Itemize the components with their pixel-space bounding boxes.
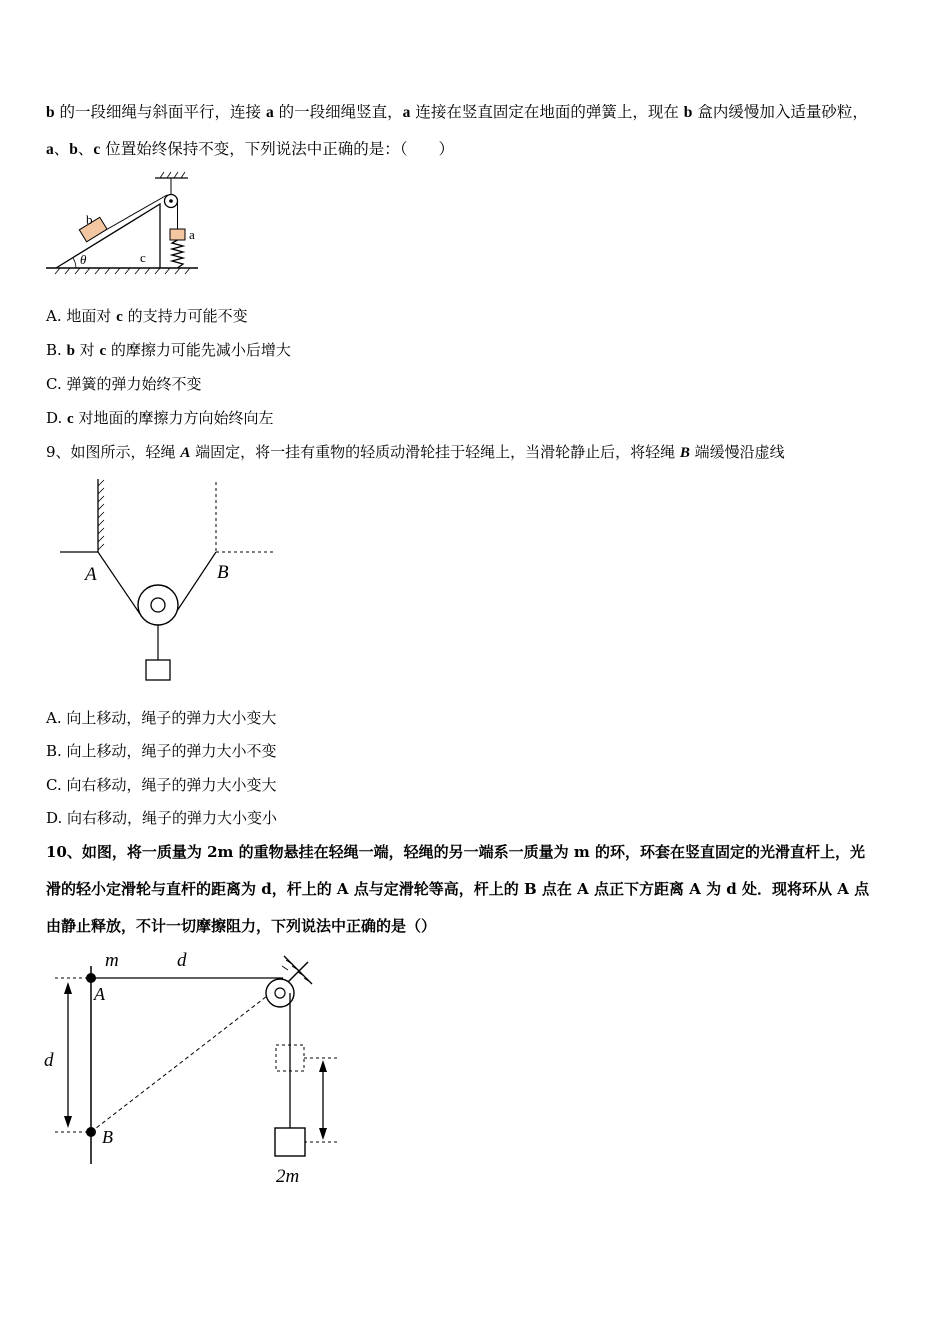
q9-stem [46, 442, 785, 463]
var-c: c [99, 343, 107, 359]
text: 对 [74, 341, 100, 359]
c-label: c [140, 250, 146, 265]
q9-option-d[interactable] [46, 808, 277, 828]
label-B: B [102, 1127, 113, 1147]
box-a [170, 229, 185, 240]
label-d-top: d [177, 950, 187, 971]
text: 位置始终保持不变，下列说法中正确的是：（ ） [100, 140, 454, 158]
text: C. 向右移动，绳子的弹力大小变大 [46, 776, 277, 794]
text: 端固定，将一挂有重物的轻质动滑轮挂于轻绳上，当滑轮静止后，将轻绳 [190, 443, 680, 461]
text: 、 [53, 140, 70, 158]
box-b [79, 217, 107, 241]
q8-option-c[interactable] [46, 374, 201, 394]
q8-option-d[interactable] [46, 408, 273, 429]
q9-option-c[interactable] [46, 775, 276, 795]
q10-stem-line1 [46, 842, 865, 862]
a-label: a [189, 227, 195, 242]
label-A: A [85, 564, 97, 585]
text: 的一段细绳与斜面平行，连接 [54, 103, 266, 121]
var-c: c [93, 141, 101, 158]
text: 滑的轻小定滑轮与直杆的距离为 d，杆上的 A 点与定滑轮等高，杆上的 B 点在 A 点正下方距离 A 为 d 处．现将环从 A 点 [46, 880, 870, 898]
text: 由静止释放，不计一切摩擦阻力，下列说法中正确的是（） [46, 917, 437, 935]
text: 10、如图，将一质量为 2m 的重物悬挂在轻绳一端，轻绳的另一端系一质量为 m 的环，环套在竖直固定的光滑直杆上，光 [46, 843, 865, 861]
var-b: b [683, 104, 693, 121]
spring [172, 240, 183, 268]
var-a: a [265, 104, 274, 121]
pulley [138, 585, 178, 625]
q9-option-a[interactable] [46, 708, 276, 728]
text: 连接在竖直固定在地面的弹簧上，现在 [410, 103, 684, 121]
q9-figure [55, 474, 285, 689]
q10-figure [40, 942, 360, 1192]
weight [146, 660, 170, 680]
weight-2m [275, 1128, 305, 1156]
text: A. 向上移动，绳子的弹力大小变大 [46, 709, 277, 727]
text: 对地面的摩擦力方向始终向左 [73, 409, 274, 427]
theta-label: θ [80, 252, 87, 267]
text: D. 向右移动，绳子的弹力大小变小 [46, 809, 278, 827]
q8-figure [40, 168, 210, 278]
point-A [86, 973, 96, 983]
q8-option-b[interactable] [46, 340, 291, 361]
label-d-side: d [44, 1050, 54, 1071]
var-B: B [679, 445, 690, 461]
label-2m: 2m [276, 1166, 300, 1187]
text: 的一段细绳竖直， [273, 103, 403, 121]
text: 、 [77, 140, 94, 158]
var-a: a [46, 141, 54, 158]
text: C. 弹簧的弹力始终不变 [46, 375, 202, 393]
q10-stem-line2 [46, 879, 869, 899]
label-A: A [94, 984, 105, 1004]
q8-option-a[interactable] [46, 306, 248, 327]
b-label: b [86, 212, 93, 227]
text: D. [46, 409, 68, 427]
text: 盒内缓慢加入适量砂粒， [692, 103, 868, 121]
q10-stem-line3 [46, 916, 436, 936]
var-A: A [180, 445, 191, 461]
var-b: b [46, 104, 55, 121]
text: 端缓慢沿虚线 [689, 443, 785, 461]
text: 的支持力可能不变 [122, 307, 248, 325]
var-a: a [402, 104, 411, 121]
var-b: b [66, 343, 75, 359]
text: 9、如图所示，轻绳 [46, 443, 181, 461]
text: 的摩擦力可能先减小后增大 [106, 341, 291, 359]
var-c: c [67, 411, 74, 427]
q8-stem-line2 [46, 139, 454, 160]
var-c: c [116, 309, 123, 325]
label-m: m [105, 950, 119, 971]
var-b: b [69, 141, 78, 158]
label-B: B [217, 562, 229, 583]
text: A. 地面对 [46, 307, 117, 325]
text: B. [46, 341, 67, 359]
q8-stem-line1 [46, 102, 868, 123]
q9-option-b[interactable] [46, 741, 277, 761]
text: B. 向上移动，绳子的弹力大小不变 [46, 742, 277, 760]
